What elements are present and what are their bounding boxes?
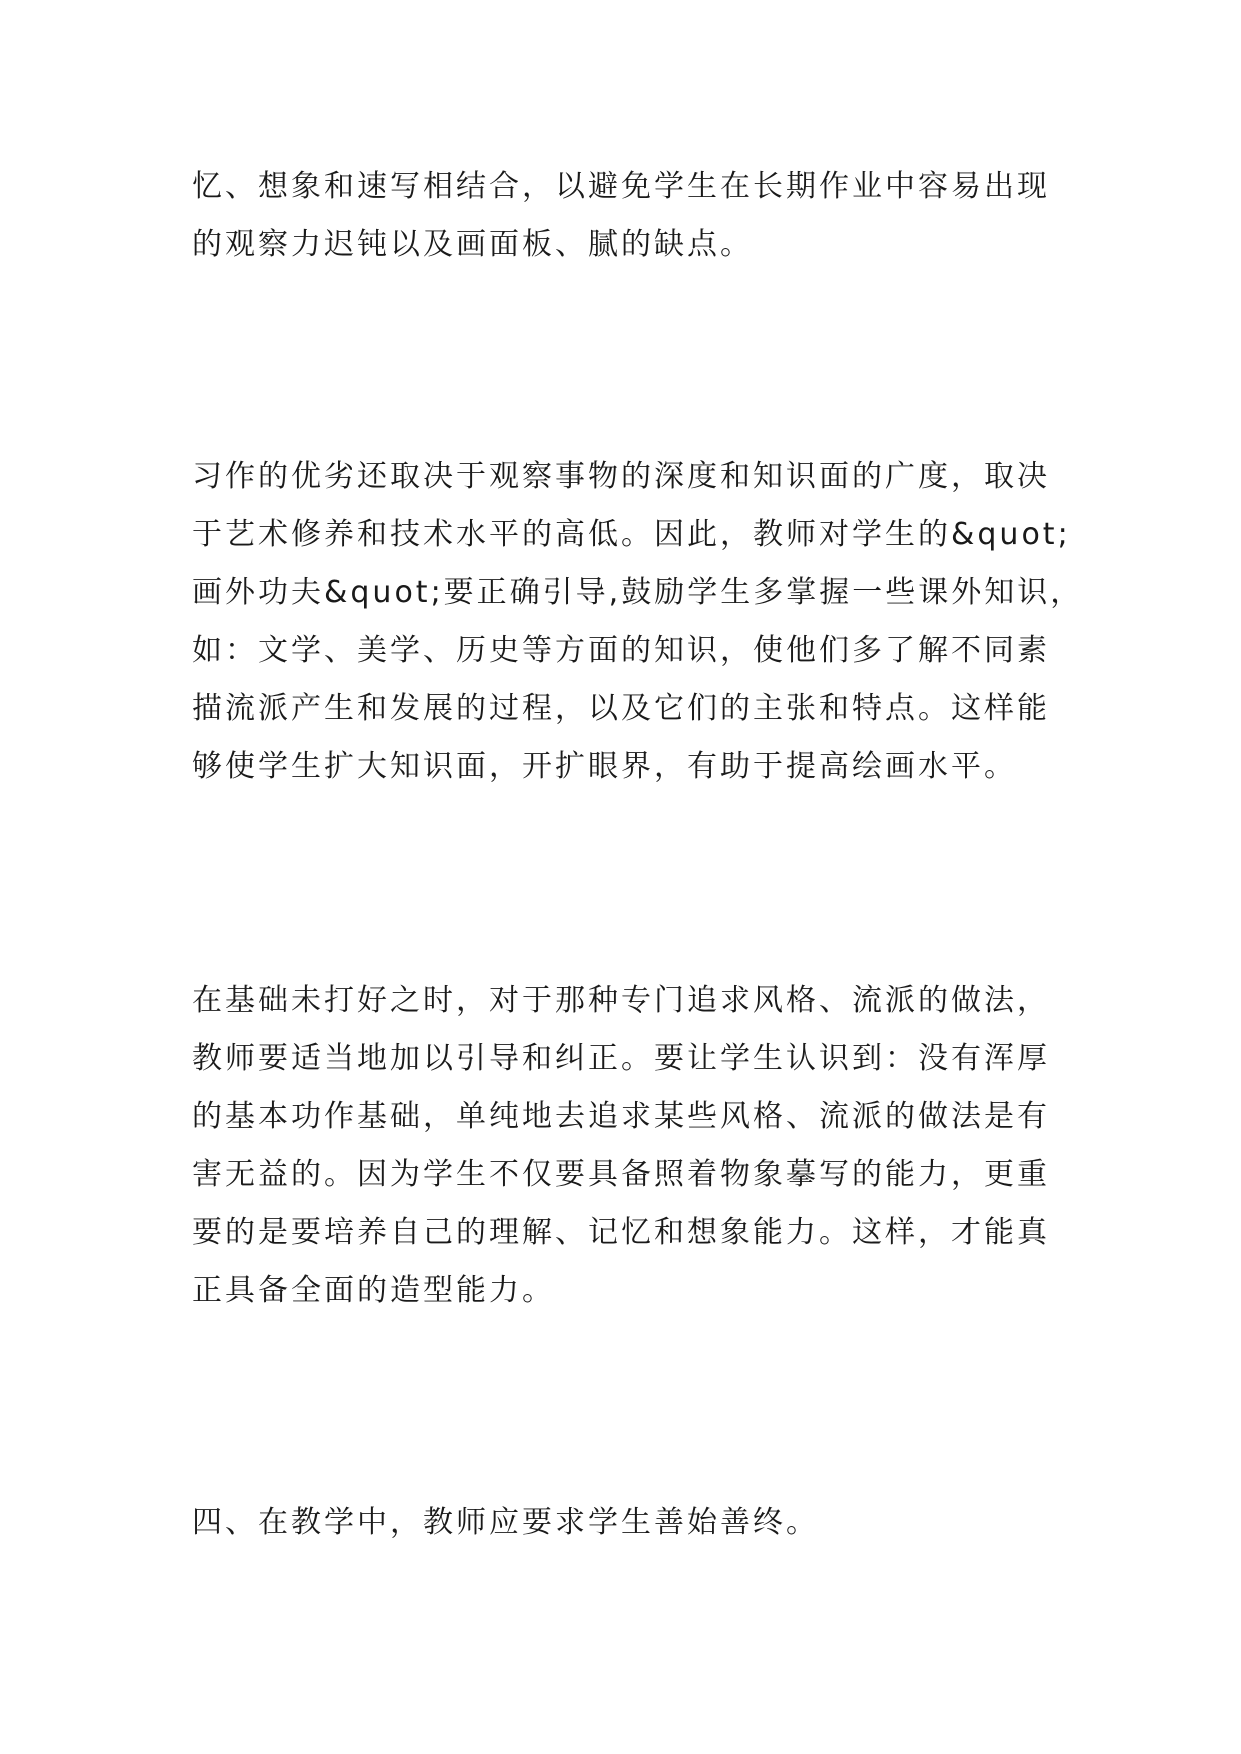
text-line: 如：文学、美学、历史等方面的知识，使他们多了解不同素 bbox=[192, 633, 1050, 668]
text-line: 要的是要培养自己的理解、记忆和想象能力。这样，才能真 bbox=[192, 1215, 1050, 1250]
text-line: 描流派产生和发展的过程，以及它们的主张和特点。这样能 bbox=[192, 691, 1050, 726]
text-line: 的观察力迟钝以及画面板、腻的缺点。 bbox=[192, 227, 753, 262]
text-line: 习作的优劣还取决于观察事物的深度和知识面的广度，取决 bbox=[192, 459, 1050, 494]
paragraph-3 bbox=[192, 972, 1072, 1320]
text-line: 四、在教学中，教师应要求学生善始善终。 bbox=[192, 1505, 819, 1540]
text-line: 害无益的。因为学生不仅要具备照着物象摹写的能力，更重 bbox=[192, 1157, 1050, 1192]
text-line: 忆、想象和速写相结合，以避免学生在长期作业中容易出现 bbox=[192, 169, 1050, 204]
text-line: 教师要适当地加以引导和纠正。要让学生认识到：没有浑厚 bbox=[192, 1041, 1050, 1076]
text-line: 正具备全面的造型能力。 bbox=[192, 1273, 555, 1308]
paragraph-2 bbox=[192, 448, 1084, 796]
text-line: 够使学生扩大知识面，开扩眼界，有助于提高绘画水平。 bbox=[192, 749, 1017, 784]
text-line: 在基础未打好之时，对于那种专门追求风格、流派的做法， bbox=[192, 983, 1050, 1018]
text-line: 的基本功作基础，单纯地去追求某些风格、流派的做法是有 bbox=[192, 1099, 1050, 1134]
text-line: 于艺术修养和技术水平的高低。因此，教师对学生的&quot; bbox=[192, 517, 1071, 552]
paragraph-1 bbox=[192, 158, 1072, 274]
text-line: 画外功夫&quot;要正确引导,鼓励学生多掌握一些课外知识， bbox=[192, 575, 1084, 610]
paragraph-4 bbox=[192, 1494, 1072, 1552]
